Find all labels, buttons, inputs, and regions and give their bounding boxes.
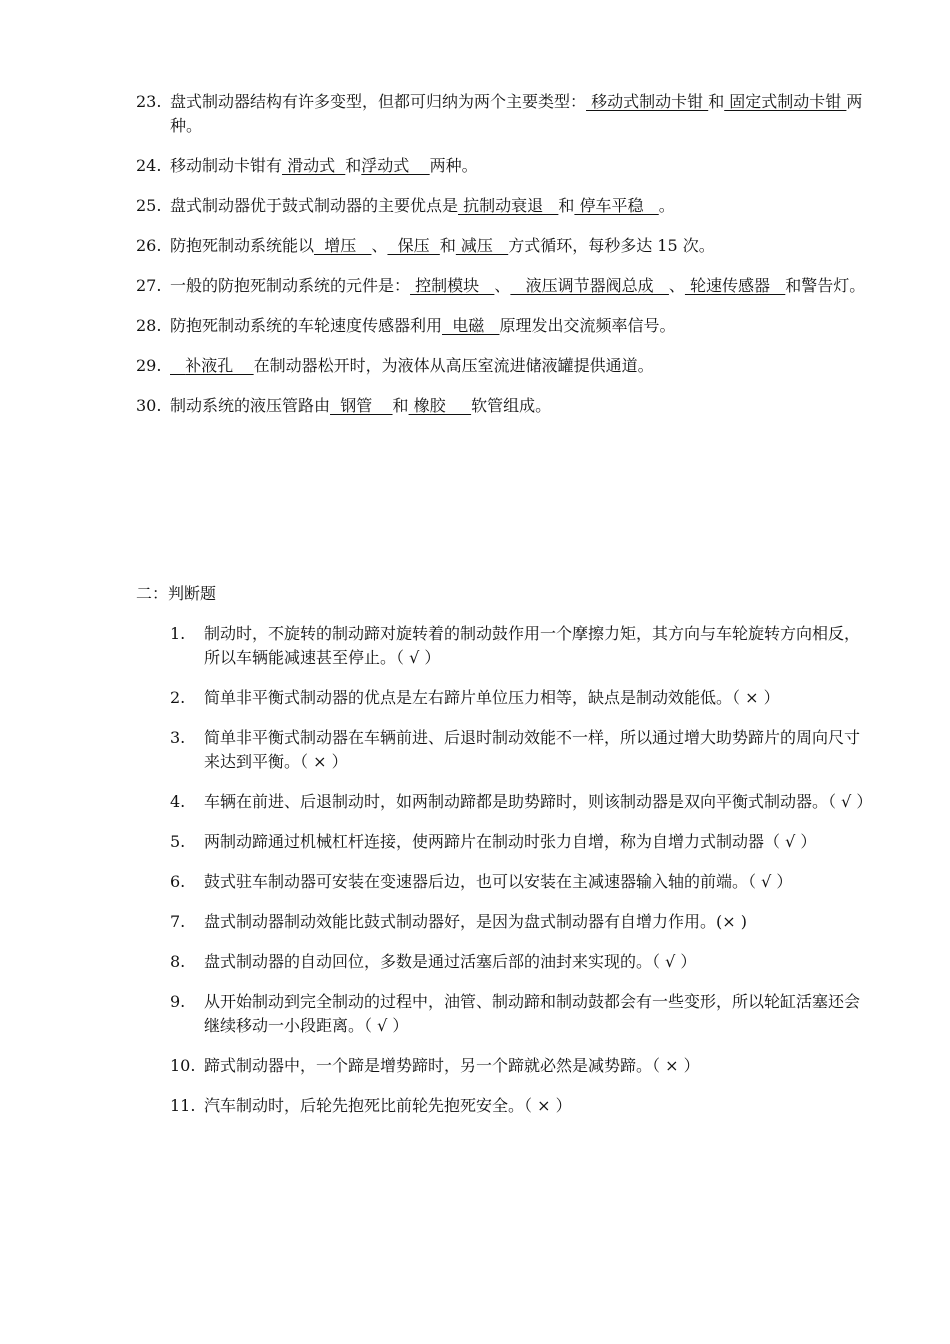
fill-in-question xyxy=(136,194,866,218)
question-text-segment: 原理发出交流频率信号。 xyxy=(499,316,676,335)
question-text-segment: 防抱死制动系统的车轮速度传感器利用 xyxy=(170,316,443,335)
judgement-question xyxy=(170,686,866,710)
question-number: 23. xyxy=(136,92,162,111)
question-text-segment: 在制动器松开时，为液体从高压室流进储液罐提供通道。 xyxy=(253,356,654,375)
question-number: 1. xyxy=(170,624,186,643)
judgement-question xyxy=(170,870,866,894)
question-text-segment: 和 xyxy=(558,196,575,215)
question-text-segment: 、 xyxy=(494,276,511,295)
judgement-question xyxy=(170,622,866,670)
question-number: 26. xyxy=(136,236,162,255)
question-text-segment: 盘式制动器结构有许多变型，但都可归纳为两个主要类型： xyxy=(170,92,587,111)
question-text: 两制动蹄通过机械杠杆连接，使两蹄片在制动时张力自增，称为自增力式制动器（ √ ） xyxy=(204,832,817,851)
fill-in-question xyxy=(136,354,866,378)
question-text-segment: 。 xyxy=(658,196,675,215)
question-number: 9. xyxy=(170,992,186,1011)
judgement-question xyxy=(170,910,866,934)
fill-in-question xyxy=(136,314,866,338)
question-text: 盘式制动器的自动回位，多数是通过活塞后部的油封来实现的。（ √ ） xyxy=(204,952,697,971)
question-text xyxy=(170,314,866,338)
question-number: 27. xyxy=(136,276,162,295)
question-text xyxy=(170,274,866,298)
question-text xyxy=(170,194,866,218)
question-text: 鼓式驻车制动器可安装在变速器后边，也可以安装在主减速器输入轴的前端。（ √ ） xyxy=(204,872,793,891)
judgement-question xyxy=(170,830,866,854)
answer-blank: 减压 xyxy=(455,236,509,255)
question-text-segment: 移动制动卡钳有 xyxy=(170,156,283,175)
question-text: 简单非平衡式制动器的优点是左右蹄片单位压力相等，缺点是制动效能低。（ × ） xyxy=(204,688,780,707)
question-number: 24. xyxy=(136,156,162,175)
fill-in-question xyxy=(136,274,866,298)
answer-blank: 轮速传感器 xyxy=(684,276,786,295)
question-number: 11. xyxy=(170,1096,196,1115)
question-text-segment: 和 xyxy=(392,396,409,415)
question-text-segment: 和 xyxy=(708,92,725,111)
fill-in-question xyxy=(136,234,866,258)
question-number: 25. xyxy=(136,196,162,215)
question-text-segment: 防抱死制动系统能以 xyxy=(170,236,315,255)
fill-in-question xyxy=(136,394,866,418)
judgement-question-list xyxy=(170,622,873,1134)
question-number: 10. xyxy=(170,1056,196,1075)
judgement-question xyxy=(170,990,866,1038)
answer-blank: 移动式制动卡钳 xyxy=(586,92,709,111)
answer-blank: 增压 xyxy=(314,236,372,255)
question-text xyxy=(170,90,866,138)
question-number: 5. xyxy=(170,832,186,851)
judgement-question xyxy=(170,1054,866,1078)
answer-blank: 液压调节器阀总成 xyxy=(510,276,669,295)
question-text: 车辆在前进、后退制动时，如两制动蹄都是助势蹄时，则该制动器是双向平衡式制动器。（ √ ） xyxy=(204,792,873,811)
judgement-question xyxy=(170,726,866,774)
answer-blank: 抗制动衰退 xyxy=(458,196,559,215)
answer-blank: 保压 xyxy=(387,236,440,255)
section-heading: 二：判断题 xyxy=(136,584,217,603)
question-number: 2. xyxy=(170,688,186,707)
fill-in-question-list xyxy=(136,90,866,434)
question-text: 从开始制动到完全制动的过程中，油管、制动蹄和制动鼓都会有一些变形，所以轮缸活塞还会继续移动一小段距离。（ √ ） xyxy=(204,992,861,1035)
question-text-segment: 和 xyxy=(439,236,456,255)
judgement-question xyxy=(170,950,866,974)
fill-in-question xyxy=(136,154,866,178)
question-text-segment: 和警告灯。 xyxy=(785,276,866,295)
question-number: 29. xyxy=(136,356,162,375)
question-number: 28. xyxy=(136,316,162,335)
question-text-segment: 、 xyxy=(668,276,685,295)
answer-blank: 控制模块 xyxy=(410,276,495,295)
answer-blank: 电磁 xyxy=(442,316,500,335)
answer-blank: 浮动式 xyxy=(361,156,430,175)
question-text xyxy=(170,234,866,258)
judgement-question xyxy=(170,790,873,814)
question-text-segment: 两种。 xyxy=(170,92,863,135)
answer-blank: 固定式制动卡钳 xyxy=(724,92,847,111)
judgement-question xyxy=(170,1094,866,1118)
question-text-segment: 两种。 xyxy=(429,156,478,175)
question-text xyxy=(170,154,866,178)
question-text: 制动时，不旋转的制动蹄对旋转着的制动鼓作用一个摩擦力矩，其方向与车轮旋转方向相反，所以车辆能减速甚至停止。（ √ ） xyxy=(204,624,861,667)
question-number: 3. xyxy=(170,728,186,747)
question-number: 6. xyxy=(170,872,186,891)
question-text: 盘式制动器制动效能比鼓式制动器好，是因为盘式制动器有自增力作用。(× ) xyxy=(204,912,747,931)
question-text-segment: 盘式制动器优于鼓式制动器的主要优点是 xyxy=(170,196,459,215)
question-text-segment: 软管组成。 xyxy=(471,396,552,415)
question-text-segment: 、 xyxy=(371,236,388,255)
question-text: 蹄式制动器中，一个蹄是增势蹄时，另一个蹄就必然是减势蹄。（ × ） xyxy=(204,1056,700,1075)
answer-blank: 橡胶 xyxy=(408,396,472,415)
question-text: 简单非平衡式制动器在车辆前进、后退时制动效能不一样，所以通过增大助势蹄片的周向尺寸来达到平衡。（ × ） xyxy=(204,728,861,771)
answer-blank: 钢管 xyxy=(330,396,393,415)
answer-blank: 滑动式 xyxy=(282,156,346,175)
fill-in-question xyxy=(136,90,866,138)
question-text xyxy=(170,394,866,418)
answer-blank: 补液孔 xyxy=(170,356,254,375)
question-text xyxy=(170,354,866,378)
answer-blank: 停车平稳 xyxy=(574,196,659,215)
question-number: 8. xyxy=(170,952,186,971)
question-number: 7. xyxy=(170,912,186,931)
question-number: 4. xyxy=(170,792,186,811)
question-text: 汽车制动时，后轮先抱死比前轮先抱死安全。（ × ） xyxy=(204,1096,572,1115)
question-text-segment: 一般的防抱死制动系统的元件是： xyxy=(170,276,411,295)
question-number: 30. xyxy=(136,396,162,415)
question-text-segment: 制动系统的液压管路由 xyxy=(170,396,331,415)
question-text-segment: 和 xyxy=(345,156,362,175)
question-text-segment: 方式循环，每秒多达 15 次。 xyxy=(508,236,715,255)
